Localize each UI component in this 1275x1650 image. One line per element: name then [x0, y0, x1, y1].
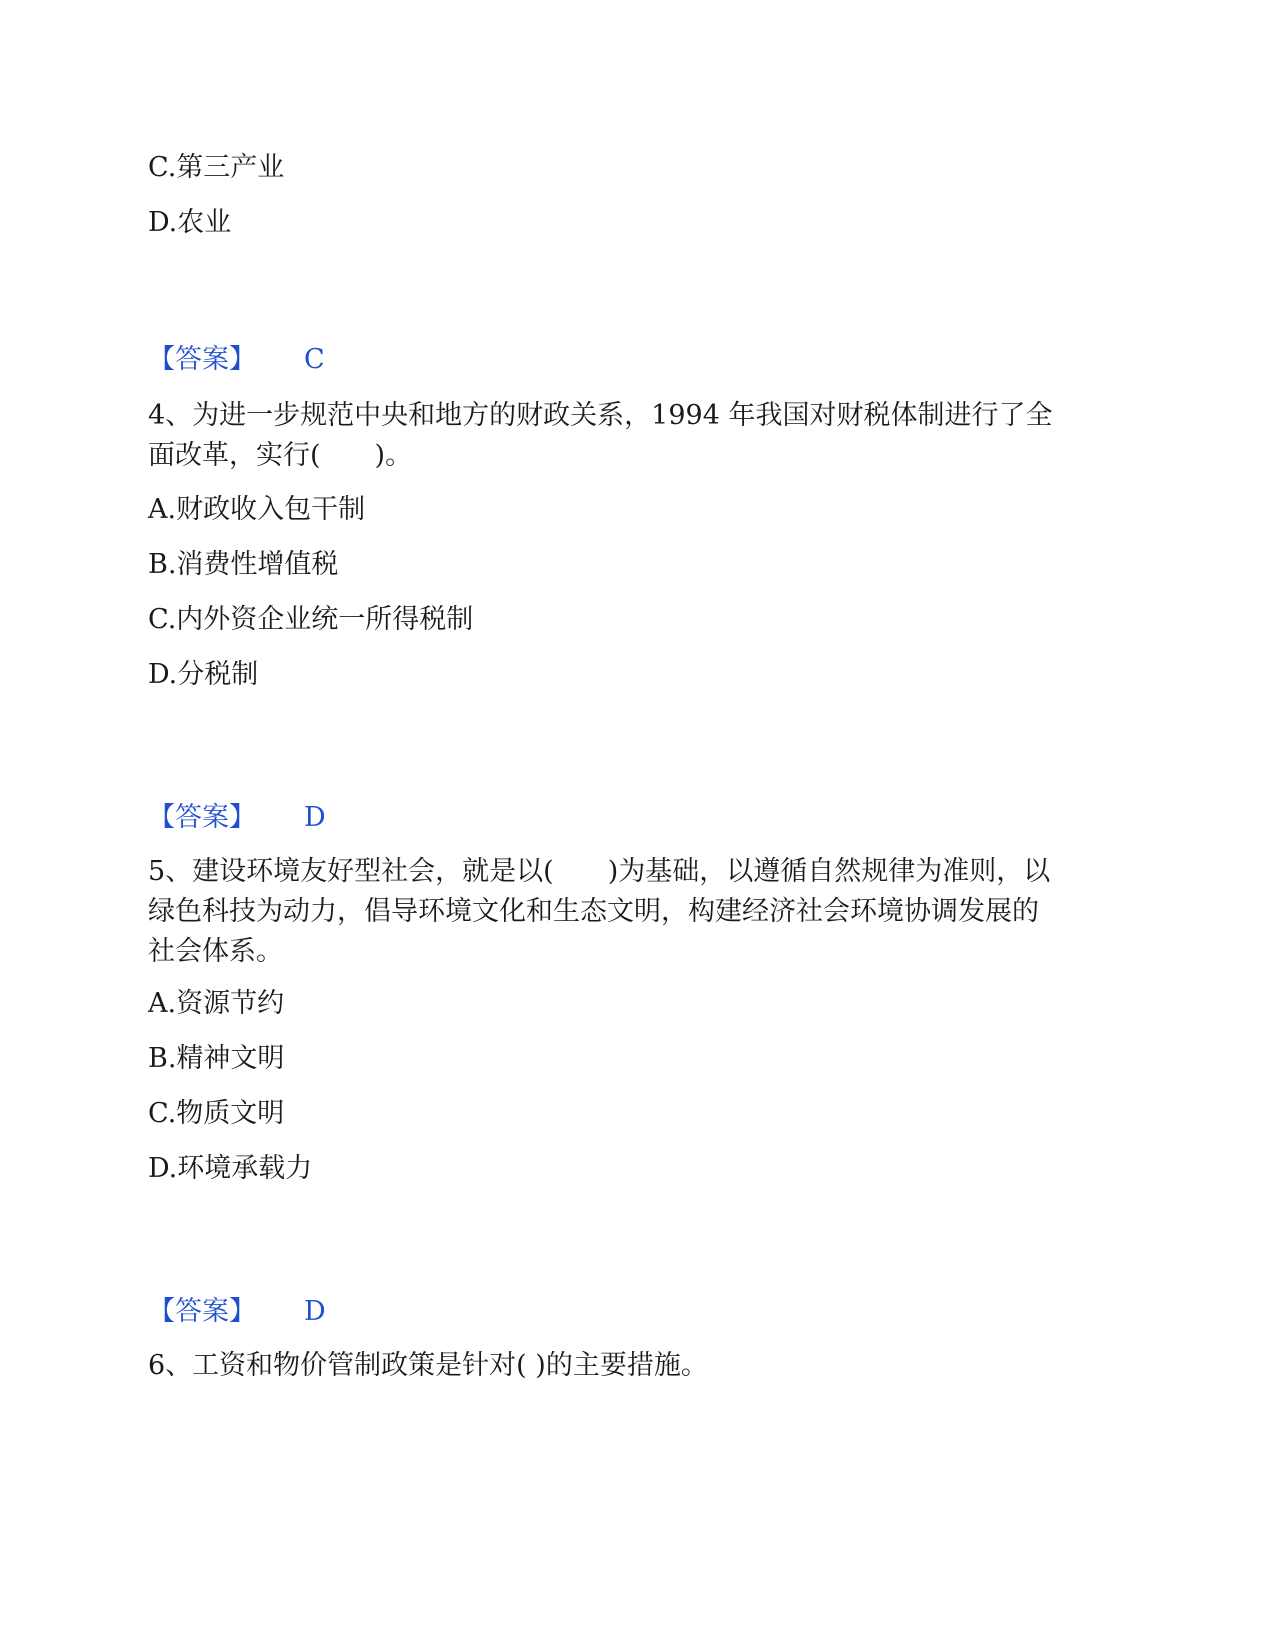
answer-block [148, 1292, 326, 1332]
answer-value: D [304, 802, 326, 833]
answer-label: 【答案】 [148, 344, 256, 375]
question-text: 6、工资和物价管制政策是针对( )的主要措施。 [148, 1350, 708, 1381]
answer-block [148, 340, 325, 380]
answer-value: C [304, 344, 325, 375]
answer-block [148, 798, 326, 838]
option-d: D.分税制 [148, 659, 259, 690]
option-c: C.内外资企业统一所得税制 [148, 604, 474, 635]
question-text: 绿色科技为动力，倡导环境文化和生态文明，构建经济社会环境协调发展的 [148, 896, 1039, 927]
option-d: D.农业 [148, 207, 232, 238]
answer-value: D [304, 1296, 326, 1327]
option-c: C.物质文明 [148, 1098, 285, 1129]
option-d: D.环境承载力 [148, 1153, 313, 1184]
answer-label: 【答案】 [148, 1296, 256, 1327]
option-c: C.第三产业 [148, 152, 285, 183]
answer-label: 【答案】 [148, 802, 256, 833]
option-b: B.精神文明 [148, 1043, 285, 1074]
question-text: 4、为进一步规范中央和地方的财政关系，1994 年我国对财税体制进行了全 [148, 400, 1053, 431]
question-text: 社会体系。 [148, 936, 283, 967]
question-text: 5、建设环境友好型社会，就是以( )为基础，以遵循自然规律为准则，以 [148, 856, 1051, 887]
option-a: A.资源节约 [148, 988, 285, 1019]
option-a: A.财政收入包干制 [148, 494, 366, 525]
question-text: 面改革，实行( )。 [148, 440, 413, 471]
option-b: B.消费性增值税 [148, 549, 339, 580]
